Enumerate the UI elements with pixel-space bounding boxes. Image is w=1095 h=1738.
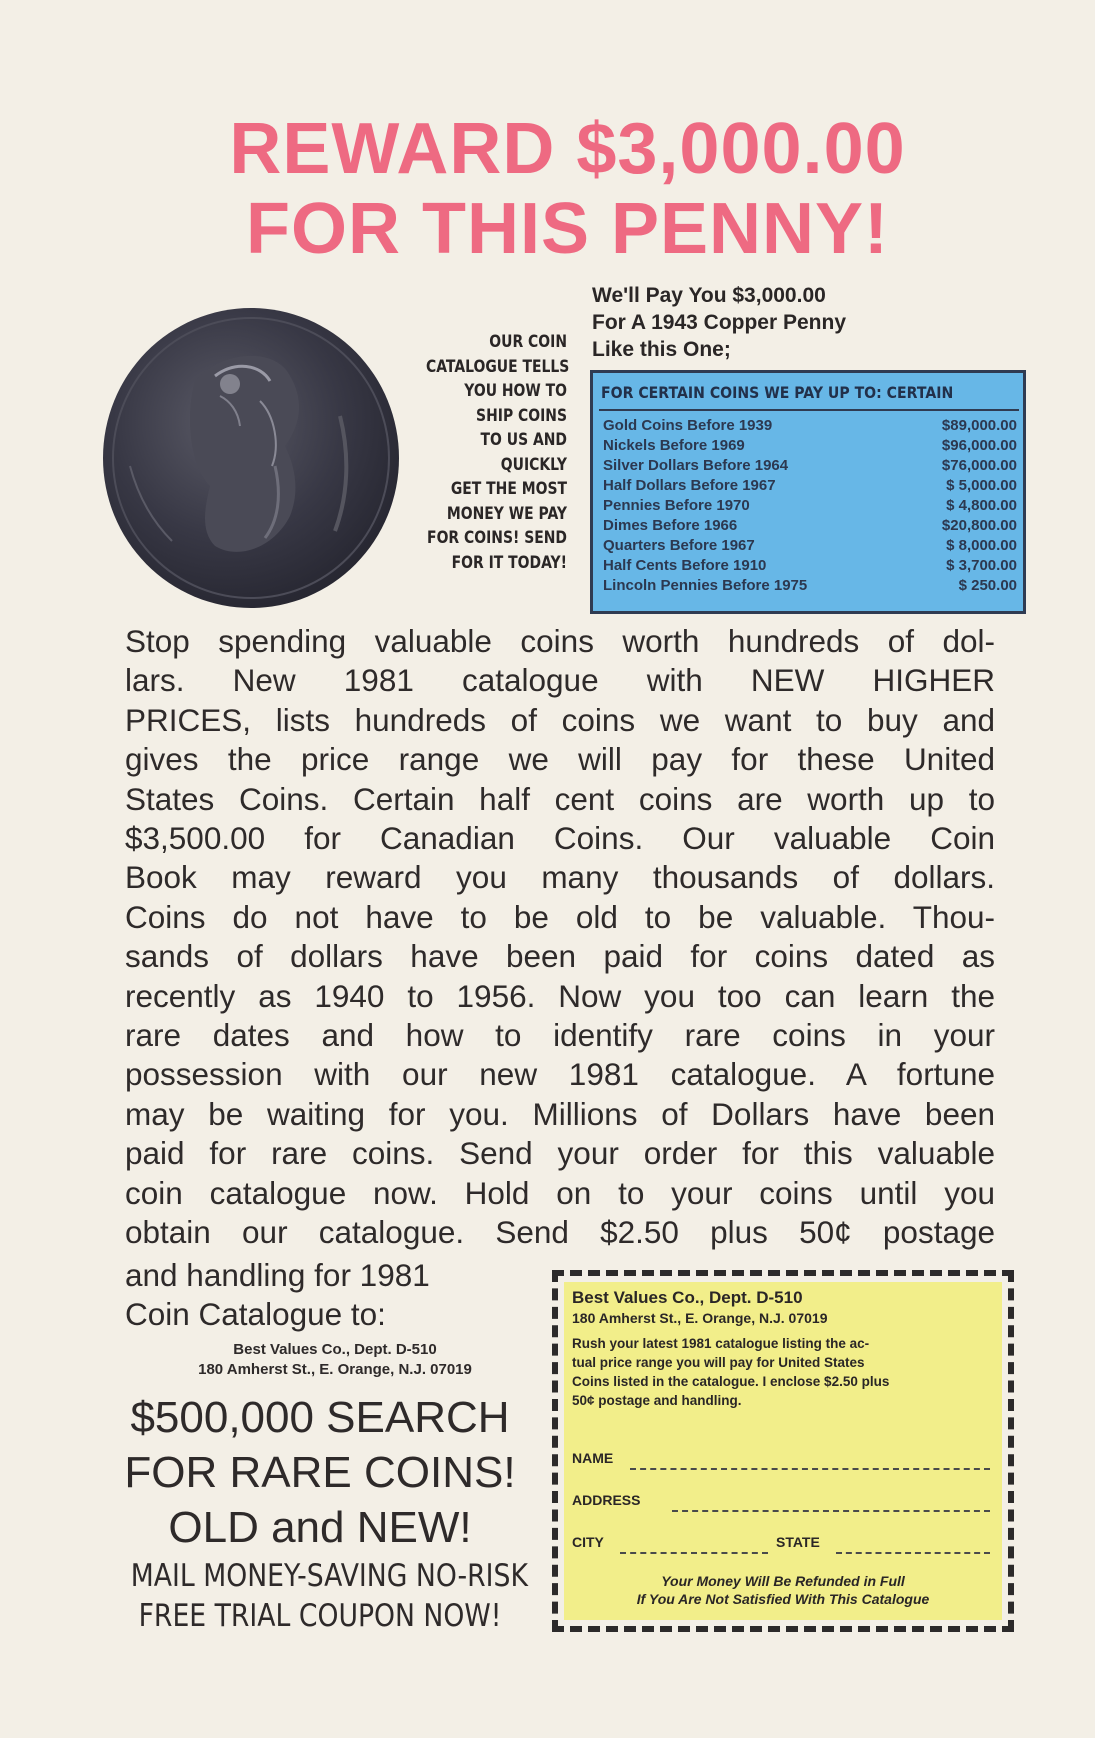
price-row [603,517,1017,537]
address-field[interactable] [572,1492,996,1516]
price-value: $20,800.00 [941,517,1017,534]
mail-line: FREE TRIAL COUPON NOW! [138,1598,502,1634]
body-line: lars. New 1981 catalogue with NEW HIGHER [125,662,995,699]
ship-line: MONEY WE PAY [446,503,567,524]
rush-line: Coins listed in the catalogue. I enclose $2.50 plus [572,1374,890,1389]
order-coupon[interactable] [552,1270,1014,1632]
ship-line: FOR IT TODAY! [451,552,567,573]
price-row [603,457,1017,477]
body-line: paid for rare coins. Send your order for this valuable [125,1135,995,1172]
city-label: CITY [572,1534,604,1550]
body-line: rare dates and how to identify rare coins in your [125,1017,995,1054]
price-value: $ 8,000.00 [946,537,1017,554]
price-item: Dimes Before 1966 [603,517,738,534]
price-row [603,557,1017,577]
price-value: $ 4,800.00 [946,497,1017,514]
ship-line: YOU HOW TO [464,381,567,401]
coupon-address: 180 Amherst St., E. Orange, N.J. 07019 [572,1310,828,1326]
ship-coins-text [425,330,570,575]
price-value: $ 3,700.00 [946,557,1017,574]
price-row [603,417,1017,437]
headline-penny: FOR THIS PENNY! [245,189,890,269]
pay-offer-text [592,282,922,363]
city-line[interactable] [620,1552,768,1554]
address-label: ADDRESS [572,1492,641,1508]
body-copy [125,622,995,1253]
price-item: Half Dollars Before 1967 [603,477,776,494]
company-street: 180 Amherst St., E. Orange, N.J. 07019 [198,1361,472,1378]
address-line[interactable] [672,1510,990,1512]
coupon-company: Best Values Co., Dept. D-510 [572,1288,803,1307]
body-line: Book may reward you many thousands of dollars. [125,859,995,896]
body-line: States Coins. Certain half cent coins are worth up to [125,780,995,817]
rush-line: Rush your latest 1981 catalogue listing the ac- [572,1336,870,1351]
order-instructions [125,1256,555,1335]
rush-line: tual price range you will pay for United States [572,1355,865,1370]
order-line: and handling for 1981 [125,1257,430,1293]
penny-coin-icon [100,306,402,610]
coupon-body [564,1282,1002,1620]
body-line: sands of dollars have been paid for coins dated as [125,938,995,975]
company-address [140,1340,530,1380]
rush-line: 50¢ postage and handling. [572,1393,742,1408]
search-line: OLD and NEW! [168,1503,472,1552]
state-line[interactable] [836,1552,990,1554]
body-line: coin catalogue now. Hold on to your coins until you [125,1174,995,1211]
price-value: $ 250.00 [958,577,1017,594]
body-line: may be waiting for you. Millions of Dollars have been [125,1095,995,1132]
price-item: Quarters Before 1967 [603,537,755,554]
price-value: $ 5,000.00 [946,477,1017,494]
price-item: Pennies Before 1970 [603,497,750,514]
price-row [603,477,1017,497]
price-item: Half Cents Before 1910 [603,557,767,574]
headline-reward: REWARD $3,000.00 [229,109,906,189]
mail-coupon-callout [130,1556,528,1636]
name-field[interactable] [572,1450,996,1474]
body-line: recently as 1940 to 1956. Now you too can learn the [125,977,995,1014]
price-table-header: FOR CERTAIN COINS WE PAY UP TO: CERTAIN [601,383,954,402]
ship-line: GET THE MOST [450,479,567,499]
pay-line: For A 1943 Copper Penny [592,311,847,334]
price-table [590,370,1026,614]
coupon-rush-text [572,1334,996,1410]
name-line[interactable] [630,1468,990,1470]
refund-line: Your Money Will Be Refunded in Full [661,1573,905,1589]
city-state-field[interactable] [572,1534,996,1558]
order-line: Coin Catalogue to: [125,1296,386,1333]
pay-line: Like this One; [592,338,731,361]
ship-line: CATALOGUE TELLS [425,356,570,377]
body-line: Stop spending valuable coins worth hundreds of dol- [125,623,995,659]
ship-line: TO US AND [480,430,567,450]
price-item: Nickels Before 1969 [603,437,745,454]
state-label: STATE [776,1534,820,1550]
ship-line: SHIP COINS [476,405,567,426]
search-line: $500,000 SEARCH [130,1393,510,1442]
pay-line: We'll Pay You $3,000.00 [592,284,826,307]
price-item: Gold Coins Before 1939 [603,417,773,434]
divider [599,409,1019,411]
price-row [603,437,1017,457]
ship-line: FOR COINS! SEND [427,528,567,548]
search-slogan [100,1390,540,1555]
body-line: gives the price range we will pay for these United [125,741,995,778]
body-line: Coins do not have to be old to be valuable. Thou- [125,898,995,935]
search-line: FOR RARE COINS! [124,1448,516,1497]
ship-line: QUICKLY [500,454,567,475]
refund-guarantee [564,1572,1002,1608]
body-line: possession with our new 1981 catalogue. A fortune [125,1056,995,1093]
name-label: NAME [572,1450,614,1466]
mail-line: MAIL MONEY-SAVING NO-RISK [130,1558,528,1594]
price-value: $76,000.00 [941,457,1017,474]
body-line: PRICES, lists hundreds of coins we want to buy and [125,701,995,738]
body-line: obtain our catalogue. Send $2.50 plus 50¢ postage [125,1214,995,1251]
price-row [603,537,1017,557]
price-item: Silver Dollars Before 1964 [603,457,789,474]
price-value: $96,000.00 [941,437,1017,454]
penny-image [100,306,402,610]
price-row [603,577,1017,597]
price-row [603,497,1017,517]
company-name: Best Values Co., Dept. D-510 [233,1341,437,1358]
ship-line: OUR COIN [489,332,567,352]
price-value: $89,000.00 [941,417,1017,434]
refund-line: If You Are Not Satisfied With This Catalogue [636,1591,930,1607]
price-item: Lincoln Pennies Before 1975 [603,577,808,594]
body-line: $3,500.00 for Canadian Coins. Our valuable Coin [125,820,995,857]
